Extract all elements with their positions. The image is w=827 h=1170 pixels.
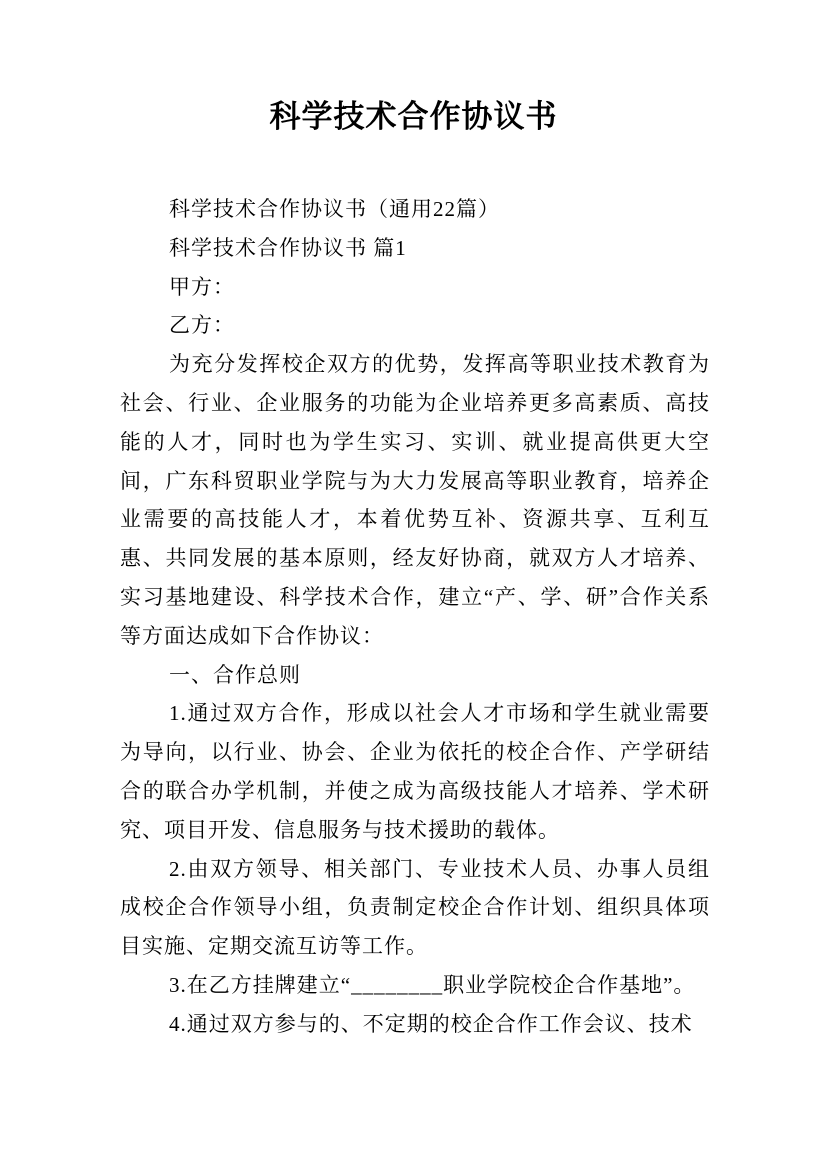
clause-3-paragraph: 3.在乙方挂牌建立“________职业学院校企合作基地”。	[169, 972, 696, 997]
subtitle-line: 科学技术合作协议书（通用22篇）	[169, 197, 500, 221]
section-heading: 一、合作总则	[169, 662, 301, 687]
party-a-line: 甲方：	[169, 274, 235, 299]
preamble-paragraph: 为充分发挥校企双方的优势，发挥高等职业技术教育为社会、行业、企业服务的功能为企业培养更多高素质、高技能的人才，同时也为学生实习、实训、就业提高供更大空间，广东科贸职业学院与为大力发展高等职业教育，培养企业需要的高技能人才，本着优势互补、资源共享、互利互惠、共同发展的基本原则，经友好协商，就双方人才培养、实习基地建设、科学技术合作，建立“产、学、研”合作关系等方面达成如下合作协议：	[120, 352, 710, 648]
document-body	[120, 190, 710, 1044]
clause-1-paragraph: 1.通过双方合作，形成以社会人才市场和学生就业需要为导向，以行业、协会、企业为依托的校企合作、产学研结合的联合办学机制，并使之成为高级技能人才培养、学术研究、项目开发、信息服务与技术援助的载体。	[120, 701, 710, 842]
clause-4-paragraph: 4.通过双方参与的、不定期的校企合作工作会议、技术	[169, 1011, 693, 1036]
party-b-line: 乙方：	[169, 313, 235, 338]
clause-2-paragraph: 2.由双方领导、相关部门、专业技术人员、办事人员组成校企合作领导小组，负责制定校企合作计划、组织具体项目实施、定期交流互访等工作。	[120, 856, 710, 959]
part-title-line: 科学技术合作协议书 篇1	[169, 235, 407, 260]
document-title: 科学技术合作协议书	[269, 99, 558, 134]
